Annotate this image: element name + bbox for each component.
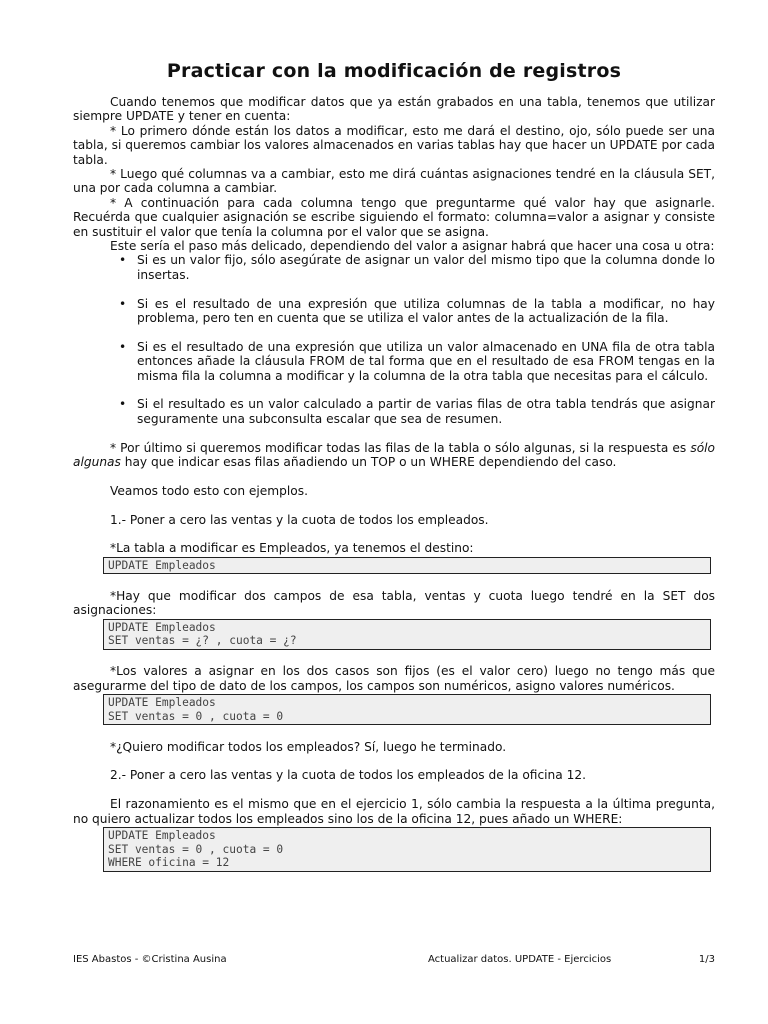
intro-paragraph-5: Este sería el paso más delicado, dependiendo del valor a asignar habrá que hacer una cosa u otra: — [110, 239, 715, 254]
exercise-1-step-1: *La tabla a modificar es Empleados, ya tenemos el destino: — [110, 541, 474, 556]
code-line: UPDATE Empleados — [108, 829, 216, 843]
list-item: • Si el resultado es un valor calculado a partir de varias filas de otra tabla tendrás que asignar seguramente una subconsulta escalar que sea de resumen. — [137, 397, 715, 426]
exercise-1-step-2: *Hay que modificar dos campos de esa tabla, ventas y cuota luego tendré en la SET dos asignaciones: — [73, 588, 715, 618]
code-line: UPDATE Empleados — [108, 558, 216, 572]
code-line: SET ventas = ¿? , cuota = ¿? — [108, 634, 297, 648]
code-line: SET ventas = 0 , cuota = 0 — [108, 842, 284, 856]
intro-paragraph-2: * Lo primero dónde están los datos a modificar, esto me dará el destino, ojo, sólo puede ser una tabla, si queremos cambiar los valores almacenados en varias tablas hay que hacer un UPDATE por cada tabla. — [73, 123, 715, 167]
intro-paragraph-4: * A continuación para cada columna tengo que preguntarme qué valor hay que asignarle. Recuérda que cualquier asignación se escribe siguiendo el formato: columna=valor a asignar y consiste en sustituir el valor que tenía la columna por el valor que se asigna. — [73, 195, 715, 239]
exercise-1-title: 1.- Poner a cero las ventas y la cuota de todos los empleados. — [110, 512, 489, 527]
code-line: WHERE oficina = 12 — [108, 856, 230, 870]
code-block-1 — [103, 557, 711, 575]
code-line: UPDATE Empleados — [108, 620, 216, 634]
last-rule-text-a: * Por último si queremos modificar todas las filas de la tabla o sólo algunas, si la respuesta es — [110, 440, 691, 455]
exercise-1-step-4: *¿Quiero modificar todos los empleados? Sí, luego he terminado. — [110, 739, 507, 754]
last-rule-text-b: hay que indicar esas filas añadiendo un TOP o un WHERE dependiendo del caso. — [120, 455, 617, 470]
code-line: UPDATE Empleados — [108, 696, 216, 710]
code-block-4 — [103, 827, 711, 872]
intro-paragraph-3: * Luego qué columnas va a cambiar, esto me dirá cuántas asignaciones tendré en la cláusula SET, una por cada columna a cambiar. — [73, 167, 715, 196]
last-rule-paragraph — [73, 441, 715, 470]
code-block-3 — [103, 694, 711, 725]
code-line: SET ventas = 0 , cuota = 0 — [108, 709, 284, 723]
document-body — [73, 95, 715, 872]
list-item: • Si es un valor fijo, sólo asegúrate de asignar un valor del mismo tipo que la columna donde lo insertas. — [137, 253, 715, 282]
exercise-2-title: 2.- Poner a cero las ventas y la cuota de todos los empleados de la oficina 12. — [110, 768, 587, 783]
footer-author: IES Abastos - ©Cristina Ausina — [73, 954, 227, 965]
code-block-2 — [103, 619, 711, 650]
examples-intro: Veamos todo esto con ejemplos. — [110, 483, 308, 498]
list-item: • Si es el resultado de una expresión que utiliza un valor almacenado en UNA fila de otra tabla entonces añade la cláusula FROM de tal forma que en el resultado de esa FROM tengas en la misma fila la columna a modificar y la columna de la otra tabla que necesitas para el cálculo. — [137, 340, 715, 383]
intro-paragraph-1: Cuando tenemos que modificar datos que ya están grabados en una tabla, tenemos que utilizar siempre UPDATE y tener en cuenta: — [73, 95, 715, 124]
list-item: • Si es el resultado de una expresión que utiliza columnas de la tabla a modificar, no hay problema, pero ten en cuenta que se utiliza el valor antes de la actualización de la fila. — [137, 297, 715, 326]
last-rule-emphasis: sólo algunas — [73, 440, 715, 470]
value-cases-list — [73, 253, 715, 426]
page-footer — [73, 954, 715, 968]
footer-document-title: Actualizar datos. UPDATE - Ejercicios — [428, 954, 612, 965]
exercise-2-step-1: El razonamiento es el mismo que en el ejercicio 1, sólo cambia la respuesta a la última pregunta, no quiero actualizar todos los empleados sino los de la oficina 12, pues añado un WHERE: — [73, 797, 715, 826]
footer-page-number: 1/3 — [698, 954, 715, 965]
page-title: Practicar con la modificación de registros — [166, 60, 622, 82]
exercise-1-step-3: *Los valores a asignar en los dos casos son fijos (es el valor cero) luego no tengo más que asegurarme del tipo de dato de los campos, los campos son numéricos, asigno valores numéricos. — [73, 664, 715, 693]
